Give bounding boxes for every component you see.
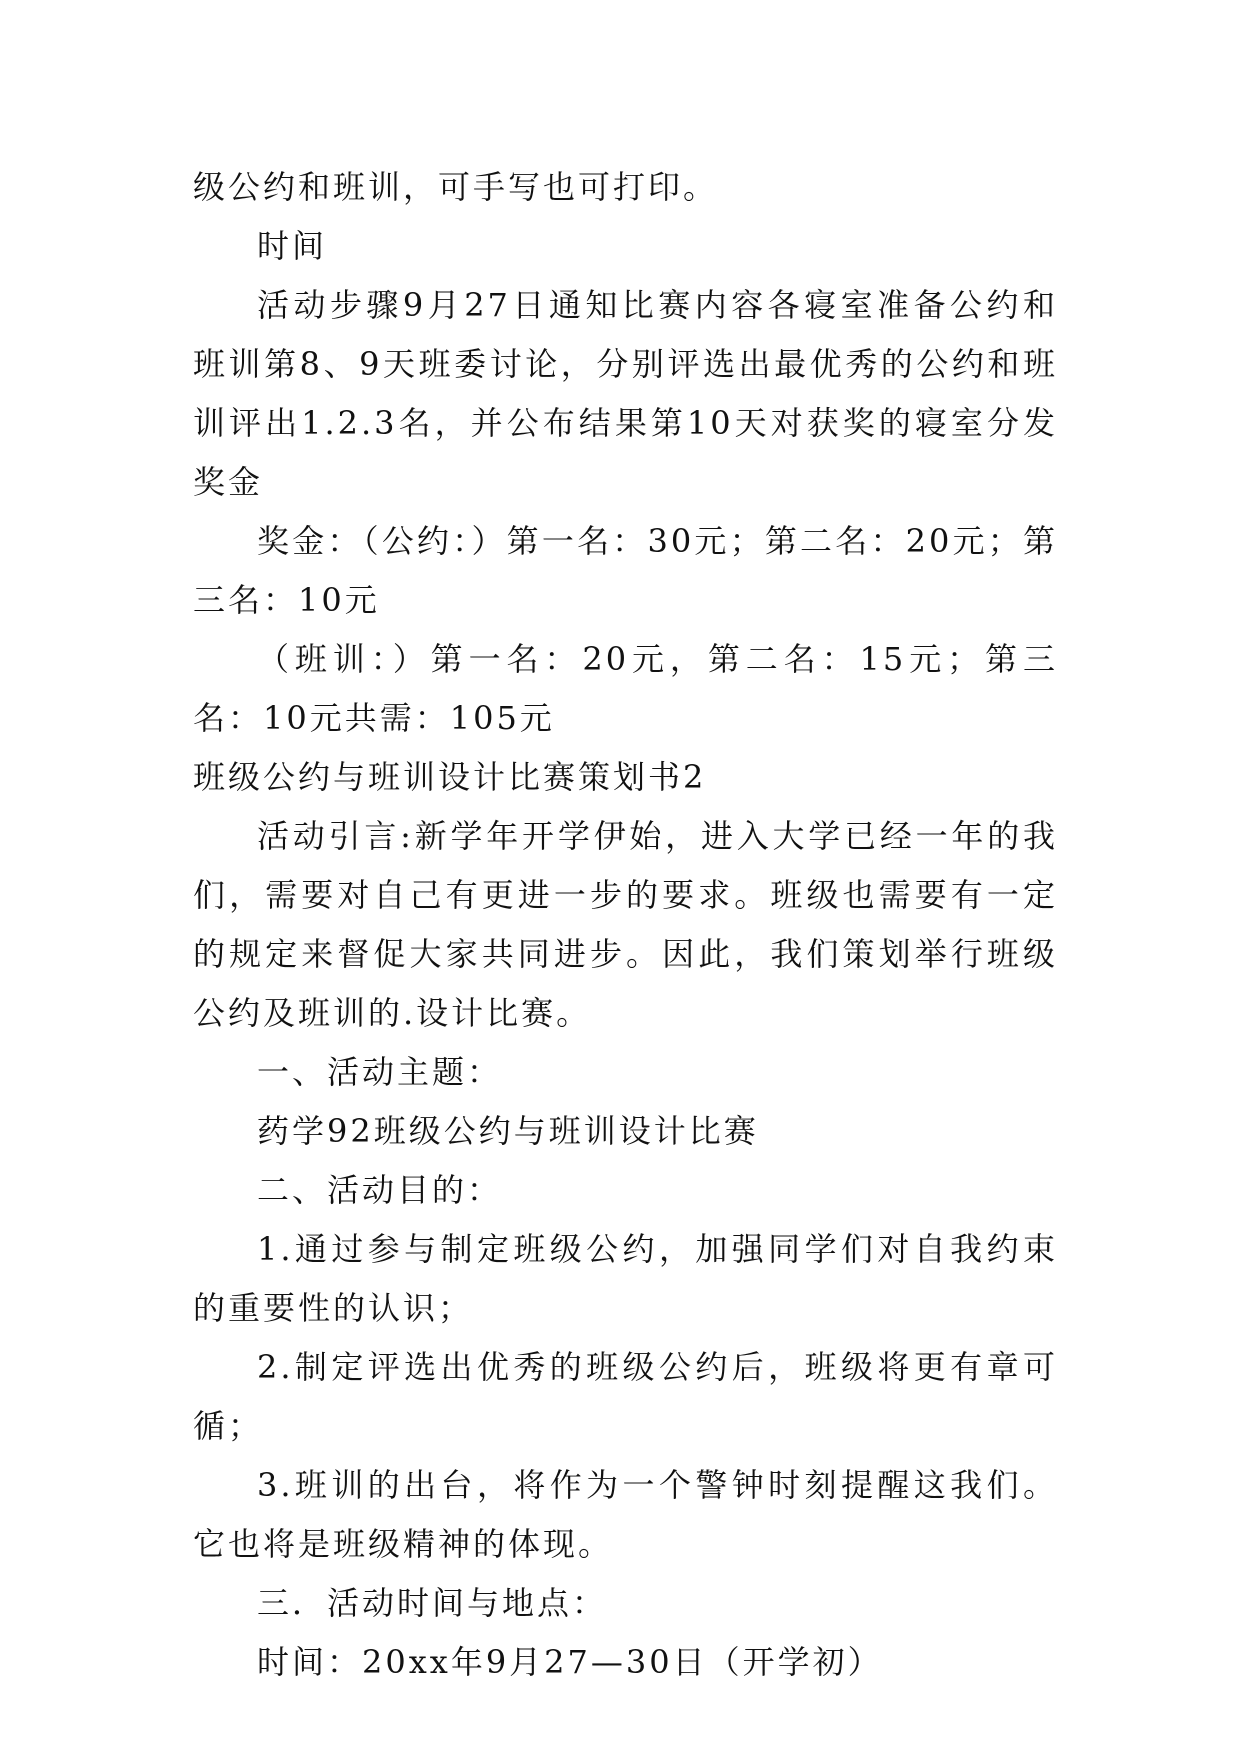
paragraph-11: 1.通过参与制定班级公约，加强同学们对自我约束的重要性的认识； <box>193 1230 1058 1327</box>
paragraph-3: 活动步骤9月27日通知比赛内容各寝室准备公约和班训第8、9天班委讨论，分别评选出最优秀的公约和班训评出1.2.3名，并公布结果第10天对获奖的寝室分发奖金 <box>193 286 1058 501</box>
paragraph-15: 时间：20xx年9月27—30日（开学初） <box>257 1643 883 1681</box>
paragraph-2: 时间 <box>257 227 328 265</box>
paragraph-10: 二、活动目的： <box>257 1171 503 1209</box>
paragraph-9: 药学92班级公约与班训设计比赛 <box>257 1112 759 1150</box>
paragraph-13: 3.班训的出台，将作为一个警钟时刻提醒这我们。它也将是班级精神的体现。 <box>193 1466 1058 1563</box>
section-heading: 班级公约与班训设计比赛策划书2 <box>193 758 707 796</box>
paragraph-5: （班训：）第一名：20元，第二名：15元；第三名：10元共需：105元 <box>193 640 1058 737</box>
paragraph-7: 活动引言:新学年开学伊始，进入大学已经一年的我们，需要对自己有更进一步的要求。班级也需要有一定的规定来督促大家共同进步。因此，我们策划举行班级公约及班训的.设计比赛。 <box>193 817 1058 1032</box>
paragraph-1: 级公约和班训，可手写也可打印。 <box>193 168 719 206</box>
paragraph-8: 一、活动主题： <box>257 1053 503 1091</box>
paragraph-4: 奖金：（公约：）第一名：30元；第二名：20元；第三名：10元 <box>193 522 1058 619</box>
paragraph-14: 三．活动时间与地点： <box>257 1584 608 1622</box>
paragraph-12: 2.制定评选出优秀的班级公约后，班级将更有章可循； <box>193 1348 1058 1445</box>
document-body <box>193 158 1058 1692</box>
